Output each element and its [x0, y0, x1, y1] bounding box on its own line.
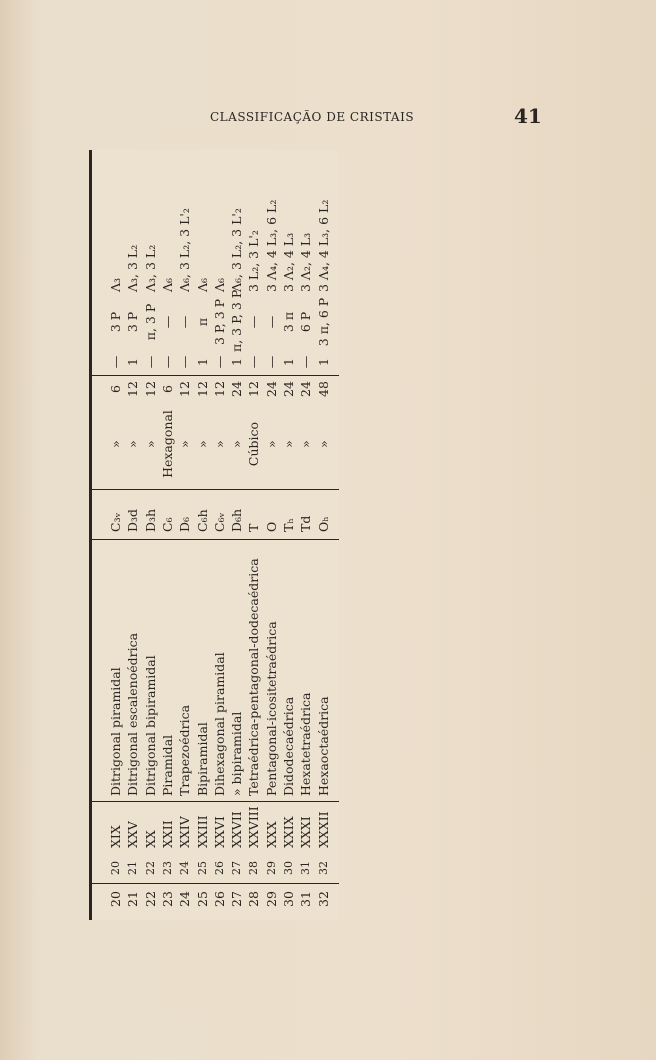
row-number: 27 — [229, 891, 245, 907]
row-number: 32 — [315, 891, 331, 907]
row-old-number: 29 — [264, 861, 278, 875]
row-planes: — — [263, 315, 279, 329]
row-order: 12 — [246, 381, 262, 397]
row-order: 48 — [315, 381, 331, 397]
row-axes: 3 L₂, 3 L'₂ — [246, 230, 262, 292]
row-old-number: 30 — [282, 861, 295, 875]
row-centre: 1 — [125, 358, 141, 366]
row-old-number: 20 — [109, 861, 122, 875]
row-old-number: 21 — [126, 861, 140, 875]
row-system: » — [125, 440, 141, 448]
row-order: 24 — [263, 381, 279, 397]
row-centre: — — [177, 355, 193, 369]
row-centre: — — [211, 355, 227, 369]
row-number: 22 — [142, 891, 158, 907]
row-old-number: 25 — [195, 861, 209, 875]
row-axes: Λ₃, 3 L₂ — [142, 244, 158, 292]
row-centre: — — [246, 355, 262, 369]
crystal-class-table — [89, 150, 339, 920]
row-axes: 3 Λ₂, 4 L₃ — [298, 232, 314, 292]
running-head — [0, 104, 656, 130]
row-order: 24 — [298, 381, 314, 397]
row-planes: 3 π — [281, 311, 296, 333]
row-planes: 6 P — [298, 311, 314, 333]
running-title: CLASSIFICAÇÃO DE CRISTAIS — [210, 110, 415, 124]
row-symbol: Td — [298, 515, 314, 532]
row-symbol: Tₕ — [281, 518, 296, 532]
row-symbol: C₆h — [194, 509, 210, 532]
row-roman-numeral: XXVII — [229, 811, 245, 848]
row-number: 21 — [125, 891, 141, 907]
row-roman-numeral: XXV — [125, 821, 141, 848]
row-symbol: O — [263, 521, 279, 532]
row-number: 28 — [246, 891, 262, 907]
row-planes: π — [194, 317, 210, 327]
row-centre: — — [298, 355, 314, 369]
row-planes: — — [177, 315, 193, 329]
row-planes: 3 P — [125, 311, 141, 333]
row-axes: Λ₆ — [159, 277, 175, 292]
row-number: 23 — [159, 891, 175, 907]
table-row — [314, 150, 335, 920]
row-order: 24 — [281, 381, 296, 397]
row-old-number: 28 — [247, 861, 261, 875]
row-axes: Λ₆ — [194, 277, 210, 292]
row-number: 30 — [281, 891, 296, 907]
row-system: » — [177, 440, 193, 448]
row-class-name: Piramidal — [159, 734, 175, 796]
row-roman-numeral: XXIX — [281, 816, 296, 848]
row-system: Cúbico — [246, 421, 262, 467]
row-roman-numeral: XXIII — [194, 815, 210, 848]
row-old-number: 23 — [160, 861, 174, 875]
row-number: 24 — [177, 891, 193, 907]
row-order: 12 — [177, 381, 193, 397]
row-axes: 3 Λ₄, 4 L₃, 6 L₂ — [315, 199, 331, 292]
row-roman-numeral: XXIV — [177, 816, 193, 848]
row-roman-numeral: XXVI — [211, 816, 227, 848]
row-old-number: 32 — [316, 861, 330, 875]
row-axes: Λ₃ — [108, 277, 123, 292]
row-roman-numeral: XIX — [108, 825, 123, 848]
row-order: 12 — [142, 381, 158, 397]
row-number: 25 — [194, 891, 210, 907]
row-roman-numeral: XXXI — [298, 816, 314, 848]
row-old-number: 27 — [230, 861, 244, 875]
row-class-name: Dihexagonal piramidal — [211, 652, 227, 796]
row-axes: 3 Λ₂, 4 L₃ — [281, 232, 296, 292]
row-centre: — — [108, 355, 123, 369]
row-centre: — — [159, 355, 175, 369]
row-symbol: Oₕ — [315, 516, 331, 532]
row-class-name: Ditrigonal piramidal — [108, 667, 123, 796]
row-number: 20 — [108, 891, 123, 907]
row-old-number: 31 — [299, 861, 313, 875]
row-class-name: Pentagonal-icositetraédrica — [263, 621, 279, 796]
row-centre: 1 — [229, 358, 245, 366]
row-planes: π, 3 P — [142, 303, 158, 341]
row-class-name: Hexatetraédrica — [298, 692, 314, 796]
row-order: 6 — [159, 385, 175, 393]
row-class-name: Ditrigonal escalenoédrica — [125, 632, 141, 796]
row-number: 26 — [211, 891, 227, 907]
row-symbol: C₆ᵥ — [211, 512, 227, 532]
row-symbol: D₃d — [125, 508, 141, 532]
row-roman-numeral: XXII — [159, 820, 175, 848]
page-number: 41 — [514, 104, 542, 128]
crystal-class-table-body — [89, 150, 339, 920]
row-symbol: T — [246, 523, 262, 532]
row-axes: Λ₆ — [211, 277, 227, 292]
row-roman-numeral: XXX — [263, 821, 279, 848]
row-system: » — [298, 440, 314, 448]
row-planes: — — [246, 315, 262, 329]
row-planes: — — [159, 315, 175, 329]
row-old-number: 22 — [143, 861, 157, 875]
row-order: 12 — [125, 381, 141, 397]
row-class-name: Didodecaédrica — [281, 696, 296, 796]
row-symbol: D₆ — [177, 516, 193, 532]
row-order: 12 — [194, 381, 210, 397]
row-system: » — [108, 440, 123, 448]
row-planes: π, 3 P, 3 P — [229, 289, 245, 352]
row-roman-numeral: XX — [142, 830, 158, 848]
row-centre: 1 — [194, 358, 210, 366]
row-centre: 1 — [281, 358, 296, 366]
row-class-name: » bipiramidal — [229, 711, 245, 796]
row-axes: Λ₆, 3 L₂, 3 L'₂ — [177, 208, 193, 292]
row-roman-numeral: XXXII — [315, 811, 331, 848]
row-planes: 3 π, 6 P — [315, 297, 331, 347]
row-class-name: Ditrigonal bipiramidal — [142, 655, 158, 796]
row-system: » — [142, 440, 158, 448]
row-system: » — [194, 440, 210, 448]
row-class-name: Trapezoédrica — [177, 704, 193, 796]
row-planes: 3 P, 3 P — [211, 298, 227, 346]
row-number: 29 — [263, 891, 279, 907]
row-centre: 1 — [315, 358, 331, 366]
row-class-name: Bipiramidal — [194, 722, 210, 796]
row-planes: 3 P — [108, 311, 123, 333]
row-class-name: Hexaoctaédrica — [315, 696, 331, 796]
row-symbol: C₆ — [159, 517, 175, 532]
row-centre: — — [263, 355, 279, 369]
row-system: Hexagonal — [159, 410, 175, 478]
row-order: 6 — [108, 385, 123, 393]
row-order: 24 — [229, 381, 245, 397]
row-axes: Λ₆, 3 L₂, 3 L'₂ — [229, 208, 245, 292]
row-axes: Λ₃, 3 L₂ — [125, 244, 141, 292]
row-number: 31 — [298, 891, 314, 907]
row-system: » — [315, 440, 331, 448]
row-old-number: 24 — [178, 861, 192, 875]
row-system: » — [211, 440, 227, 448]
row-axes: 3 Λ₄, 4 L₃, 6 L₂ — [263, 199, 279, 292]
row-symbol: D₃h — [142, 508, 158, 532]
row-symbol: C₃ᵥ — [108, 512, 123, 532]
row-symbol: D₆h — [229, 508, 245, 532]
row-old-number: 26 — [212, 861, 226, 875]
row-system: » — [263, 440, 279, 448]
row-system: » — [229, 440, 245, 448]
row-order: 12 — [211, 381, 227, 397]
row-centre: — — [142, 355, 158, 369]
row-roman-numeral: XXVIII — [246, 806, 262, 848]
row-system: » — [281, 440, 296, 448]
row-class-name: Tetraédrica-pentagonal-dodecaédrica — [246, 558, 262, 796]
